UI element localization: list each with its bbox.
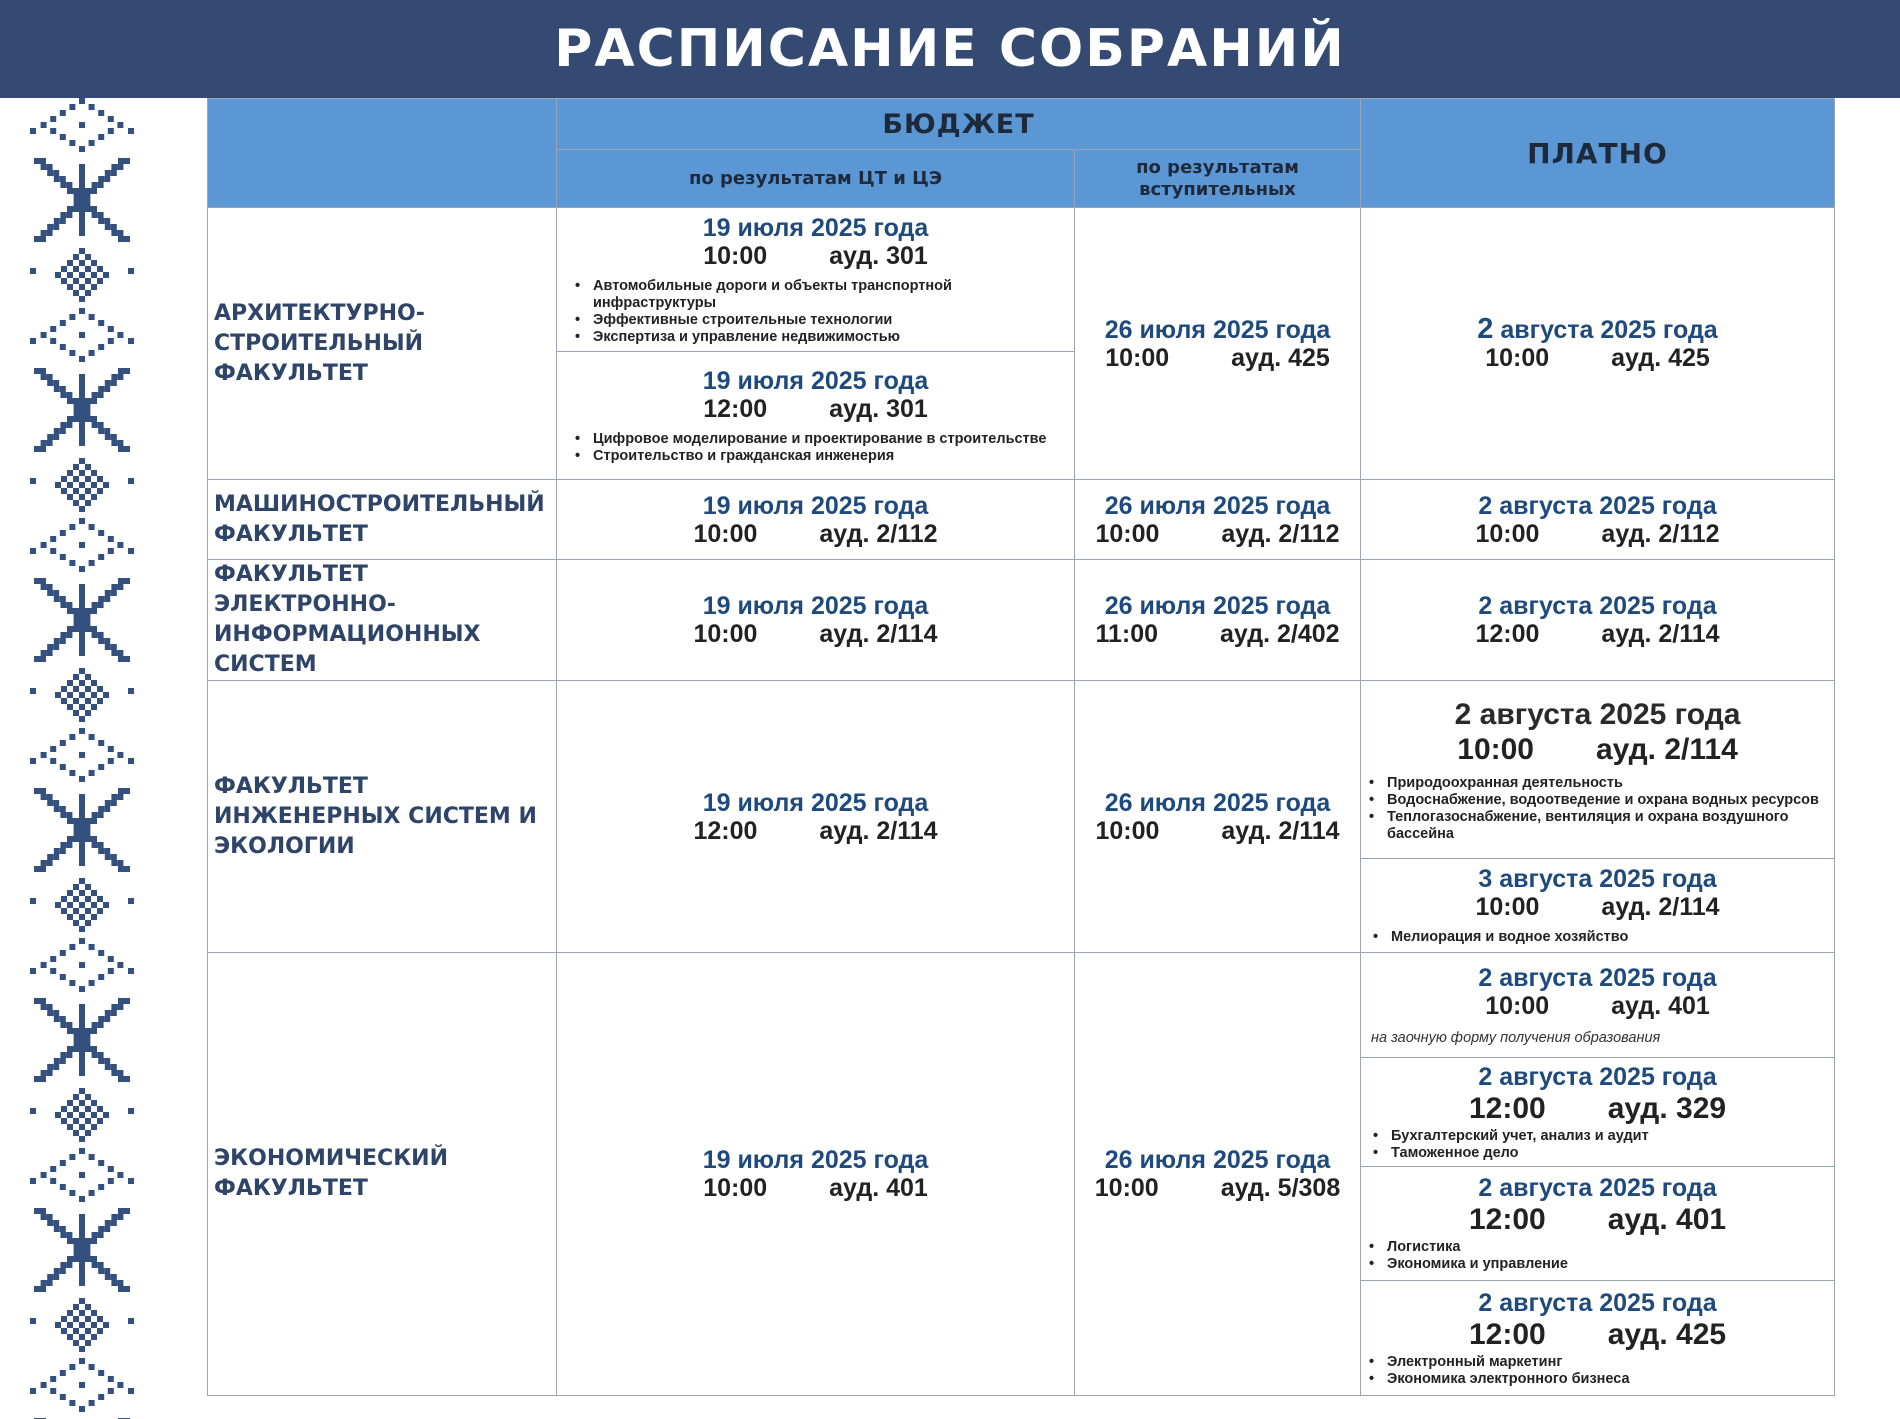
meeting-date: 2 августа 2025 года [1478,964,1717,992]
faculty-name: АРХИТЕКТУРНО-СТРОИТЕЛЬНЫЙ ФАКУЛЬТЕТ [208,208,557,480]
meeting-slot [1361,480,1835,560]
meeting-time-room: 10:00 ауд. 2/114 [1095,816,1340,845]
meeting-date: 3 августа 2025 года [1478,865,1717,893]
meeting-slot [1075,480,1361,560]
meeting-date: 19 июля 2025 года [702,213,929,242]
meeting-date: 2 августа 2025 года [1478,592,1717,620]
meeting-date: 2 августа 2025 года [1454,697,1741,731]
meeting-time-room: 12:00 ауд. 2/114 [1475,620,1720,648]
table-row [208,208,1835,352]
specialty-list [557,431,1074,465]
meeting-time-room: 10:00 ауд. 301 [703,241,928,270]
meeting-slot [557,480,1075,560]
meeting-slot [1361,681,1835,859]
meeting-slot [1361,1058,1835,1167]
meeting-date: 2 августа 2025 года [1478,1288,1717,1317]
meeting-slot [1361,208,1835,480]
header-blank [208,99,557,208]
meeting-date: 19 июля 2025 года [702,491,929,520]
header-paid: ПЛАТНО [1361,99,1835,208]
meeting-slot [1361,953,1835,1058]
list-item: • Электронный маркетинг [1369,1354,1834,1371]
meeting-date: 2 августа 2025 года [1478,1062,1717,1091]
specialty-list [557,278,1074,346]
meeting-date: 2 августа 2025 года [1478,1174,1717,1202]
faculty-name: ЭКОНОМИЧЕСКИЙ ФАКУЛЬТЕТ [208,953,557,1396]
meeting-time-room: 10:00 ауд. 2/114 [1457,732,1738,766]
folk-ornament-border [28,98,136,1419]
faculty-name: ФАКУЛЬТЕТ ЭЛЕКТРОННО-ИНФОРМАЦИОННЫХ СИСТЕМ [208,560,557,681]
meeting-slot [557,560,1075,681]
meeting-time-room: 12:00 ауд. 301 [703,394,928,423]
meeting-time-room: 10:00 ауд. 5/308 [1094,1174,1341,1202]
table-row [208,560,1835,681]
table-row [208,953,1835,1058]
list-item: • Логистика [1369,1239,1834,1256]
meeting-date: 2 августа 2025 года [1477,313,1718,345]
schedule-table [207,98,1835,1396]
list-item: • Мелиорация и водное хозяйство [1373,929,1834,946]
meeting-time-room: 12:00 ауд. 425 [1468,1317,1727,1351]
meeting-slot [1075,953,1361,1396]
meeting-slot [1361,859,1835,953]
meeting-date: 2 августа 2025 года [1478,491,1717,520]
table-row [208,480,1835,560]
meeting-time-room: 10:00 ауд. 401 [703,1174,928,1202]
meeting-time-room: 10:00 ауд. 2/114 [693,620,938,648]
meeting-date: 19 июля 2025 года [702,366,929,395]
meeting-slot [1075,681,1361,953]
list-item: • Экономика и управление [1369,1256,1834,1273]
meeting-time-room: 10:00 ауд. 425 [1105,343,1330,372]
meeting-date: 26 июля 2025 года [1104,1146,1331,1174]
list-item: • Таможенное дело [1373,1145,1834,1162]
meeting-time-room: 12:00 ауд. 2/114 [693,816,938,845]
meeting-slot [557,352,1075,480]
meeting-date: 19 июля 2025 года [702,592,929,620]
list-item: • Водоснабжение, водоотведение и охрана водных ресурсов [1369,792,1834,809]
meeting-slot [1361,560,1835,681]
table-row [208,681,1835,859]
faculty-name: ФАКУЛЬТЕТ ИНЖЕНЕРНЫХ СИСТЕМ И ЭКОЛОГИИ [208,681,557,953]
specialty-list [1361,929,1834,946]
meeting-date: 19 июля 2025 года [702,1146,929,1174]
meeting-time-room: 10:00 ауд. 2/112 [693,519,938,548]
header-by-exams: по результатам вступительных [1075,150,1361,208]
specialty-list [1361,1239,1834,1273]
header-budget: БЮДЖЕТ [557,99,1361,150]
meeting-time-room: 10:00 ауд. 425 [1485,344,1710,372]
meeting-time-room: 12:00 ауд. 329 [1468,1091,1727,1125]
specialty-list [1361,1354,1834,1388]
list-item: • Экспертиза и управление недвижимостью [575,329,1074,346]
meeting-slot [1075,560,1361,681]
list-item: • Природоохранная деятельность [1369,775,1834,792]
meeting-date: 26 июля 2025 года [1104,592,1331,620]
list-item: • Автомобильные дороги и объекты транспортной инфраструктуры [575,278,1074,312]
page-title: РАСПИСАНИЕ СОБРАНИЙ [554,19,1346,79]
meeting-slot [1361,1167,1835,1281]
list-item: • Эффективные строительные технологии [575,312,1074,329]
meeting-date: 26 июля 2025 года [1104,491,1331,520]
list-item: • Теплогазоснабжение, вентиляция и охрана воздушного бассейна [1369,809,1834,843]
meeting-time-room: 10:00 ауд. 2/112 [1095,519,1340,548]
meeting-date: 26 июля 2025 года [1104,315,1331,344]
faculty-name: МАШИНОСТРОИТЕЛЬНЫЙ ФАКУЛЬТЕТ [208,480,557,560]
meeting-slot [557,208,1075,352]
list-item: • Бухгалтерский учет, анализ и аудит [1373,1128,1834,1145]
meeting-time-room: 11:00 ауд. 2/402 [1095,620,1340,648]
specialty-list [1361,775,1834,843]
header-by-ct: по результатам ЦТ и ЦЭ [557,150,1075,208]
meeting-time-room: 12:00 ауд. 401 [1468,1203,1727,1236]
meeting-slot [557,681,1075,953]
header-row [208,99,1835,150]
list-item: • Цифровое моделирование и проектирование в строительстве [575,431,1074,448]
study-form-note: на заочную форму получения образования [1371,1030,1661,1046]
meeting-date: 26 июля 2025 года [1104,788,1331,817]
specialty-list [1361,1128,1834,1162]
meeting-time-room: 10:00 ауд. 401 [1485,992,1710,1020]
title-banner [0,0,1900,98]
list-item: • Строительство и гражданская инженерия [575,448,1074,465]
meeting-slot [1075,208,1361,480]
meeting-time-room: 10:00 ауд. 2/114 [1475,893,1720,921]
meeting-slot [557,953,1075,1396]
meeting-date: 19 июля 2025 года [702,788,929,817]
meeting-time-room: 10:00 ауд. 2/112 [1475,519,1720,548]
meeting-slot [1361,1281,1835,1396]
list-item: • Экономика электронного бизнеса [1369,1371,1834,1388]
